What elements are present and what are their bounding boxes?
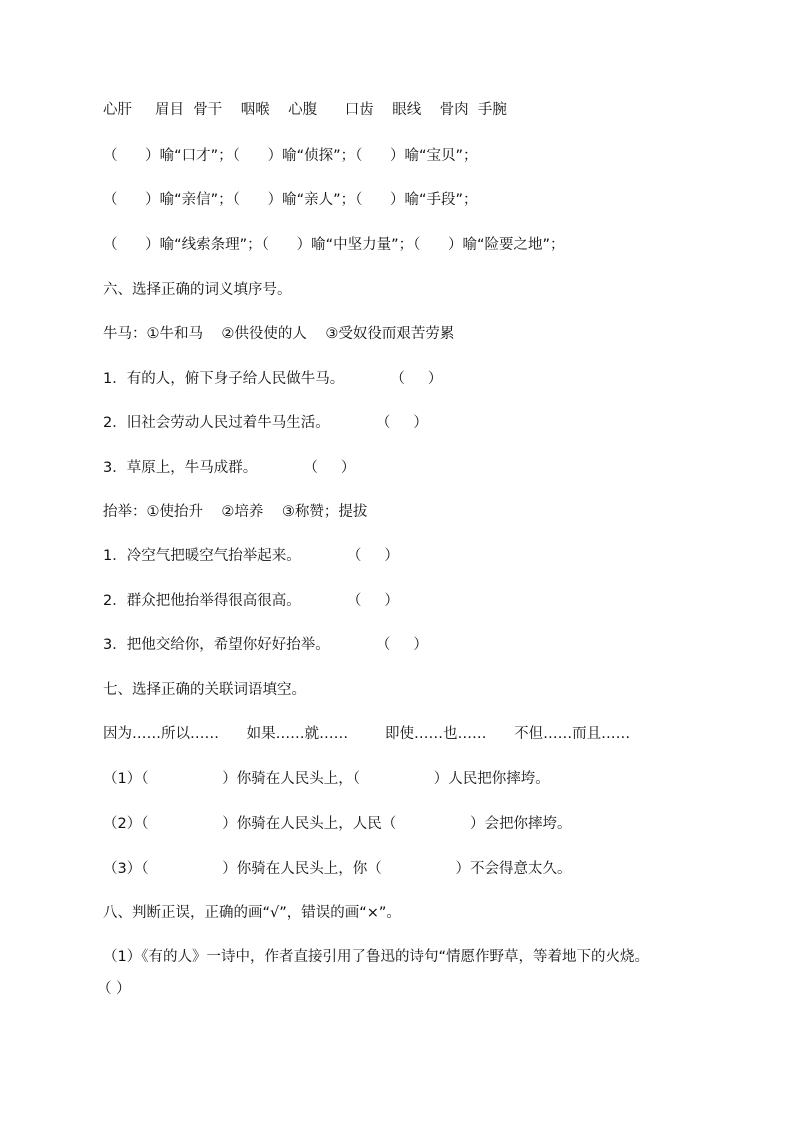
metaphor-line-3: （ ）喻“线索条理”；（ ）喻“中坚力量”；（ ）喻“险要之地”；	[103, 237, 565, 253]
conjunction-question-2: （2）（ ）你骑在人民头上，人民（ ）会把你摔垮。	[103, 816, 572, 832]
conjunction-question-3: （3）（ ）你骑在人民头上，你（ ）不会得意太久。	[103, 861, 572, 877]
metaphor-line-2: （ ）喻“亲信”；（ ）喻“亲人”；（ ）喻“手段”；	[103, 192, 478, 208]
niuma-question-2: 2．旧社会劳动人民过着牛马生活。 （ ）	[103, 415, 428, 431]
judgement-question-1-text: （1）《有的人》一诗中，作者直接引用了鲁迅的诗句“情愿作野草，等着地下的火烧。	[103, 949, 649, 965]
judgement-answer-blank: （ ）	[97, 981, 131, 997]
metaphor-line-1: （ ）喻“口才”；（ ）喻“侦探”；（ ）喻“宝贝”；	[103, 148, 478, 164]
conjunction-options: 因为……所以…… 如果……就…… 即使……也…… 不但……而且……	[103, 726, 631, 742]
taiju-question-2: 2．群众把他抬举得很高很高。 （ ）	[103, 593, 399, 609]
word-options-row: 心肝 眉目 骨干 咽喉 心腹 口齿 眼线 骨肉 手腕	[103, 102, 507, 118]
taiju-definition: 抬举：①使抬升 ②培养 ③称赞；提拔	[103, 504, 368, 520]
taiju-question-3: 3．把他交给你，希望你好好抬举。 （ ）	[103, 637, 428, 653]
section-six-heading: 六、选择正确的词义填序号。	[103, 282, 292, 298]
niuma-definition: 牛马：①牛和马 ②供役使的人 ③受奴役而艰苦劳累	[103, 326, 455, 342]
niuma-question-1: 1．有的人，俯下身子给人民做牛马。 （ ）	[103, 371, 443, 387]
section-seven-heading: 七、选择正确的关联词语填空。	[103, 682, 306, 698]
judgement-question-1	[97, 947, 723, 999]
niuma-question-3: 3．草原上，牛马成群。 （ ）	[103, 460, 356, 476]
taiju-question-1: 1．冷空气把暖空气抬举起来。 （ ）	[103, 548, 399, 564]
conjunction-question-1: （1）（ ）你骑在人民头上，（ ）人民把你摔垮。	[103, 771, 550, 787]
section-eight-heading: 八、判断正误，正确的画“√”，错误的画“×”。	[103, 905, 401, 921]
